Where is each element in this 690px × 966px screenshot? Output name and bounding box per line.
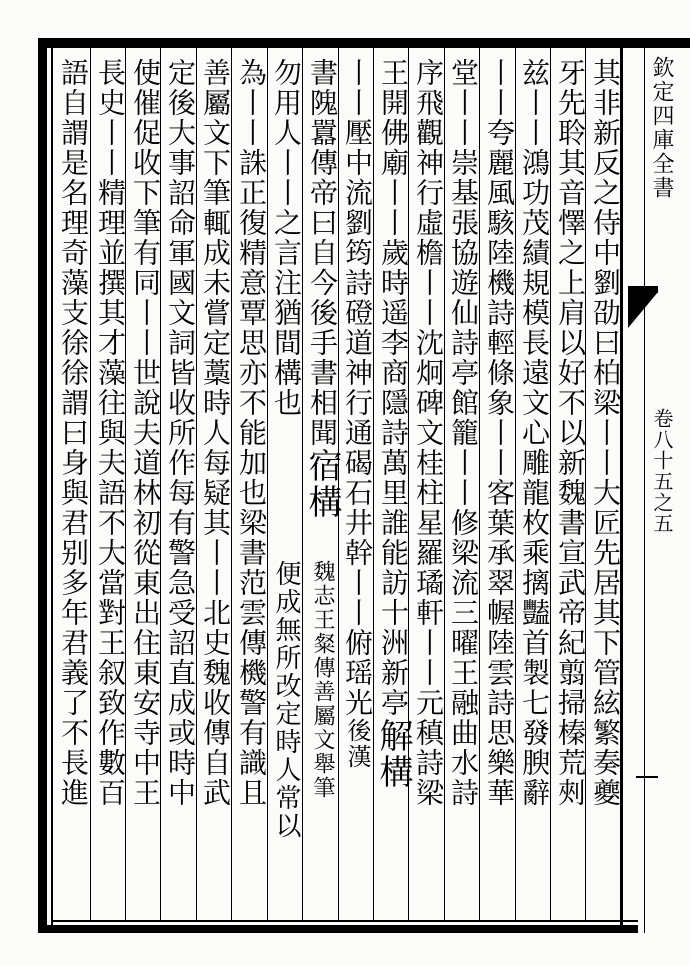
frame-bottom-border bbox=[38, 925, 638, 933]
volume-label: 卷八十五之五 bbox=[650, 408, 674, 534]
column-text: 為丨丨誅正復精意覃思亦不能加也梁書范雲傳機警有識且 bbox=[235, 58, 268, 808]
column-text: 使催促收下筆有同丨丨世說夫道林初從東出住東安寺中王 bbox=[129, 58, 162, 808]
column-text: 兹丨丨鴻功茂績規模長遠文心雕龍枚乘摛豔首製七發腴辭 bbox=[518, 58, 551, 808]
fish-tail-mark bbox=[628, 292, 658, 328]
text-column-16 bbox=[55, 58, 91, 920]
center-fold-line bbox=[644, 48, 645, 933]
column-text: 序飛觀神行虛檐丨丨沈炯碑文桂柱星羅璚軒丨丨元稹詩梁 bbox=[412, 58, 445, 808]
column-text: 定後大事詔命軍國文詞皆收所作每有警急受詔直成或時中 bbox=[164, 58, 197, 808]
column-text: 語自謂是名理奇藻支徐徐謂曰身與君别多年君義了不長進 bbox=[57, 58, 90, 808]
text-column-8 bbox=[339, 58, 375, 920]
column-text: 勿用人丨丨之言注猶間構也 bbox=[270, 58, 303, 418]
text-column-5 bbox=[445, 58, 481, 920]
book-title-column bbox=[648, 56, 678, 204]
text-column-14 bbox=[127, 58, 163, 920]
column-text: 丨丨壓中流劉筠詩磴道神行通碣石井幹丨丨俯瑶光 bbox=[341, 58, 374, 718]
column-text: 善屬文下筆輒成未嘗定藁時人每疑其丨丨北史魏收傳自武 bbox=[199, 58, 232, 808]
column-text: 牙先聆其音懌之上肩以好不以新魏書宣武帝紀翦掃榛荒㓨 bbox=[554, 58, 587, 808]
text-column-1 bbox=[587, 58, 623, 920]
column-text: 長史丨丨精理並撰其才藻往與夫語不大當對王叙致作數百 bbox=[94, 58, 127, 808]
text-column-3 bbox=[516, 58, 552, 920]
entry-note: 魏志王粲傳善屬文舉筆 bbox=[310, 560, 335, 800]
column-text: 書隗囂傳帝曰自今後手書相聞 bbox=[306, 58, 339, 448]
column-text: 丨丨夸麗風駭陸機詩輕條象丨丨客葉承翠幄陸雲詩思樂華 bbox=[483, 58, 516, 808]
column-text: 堂丨丨崇基張協遊仙詩亭館籠丨丨修梁流三曜王融曲水詩 bbox=[447, 58, 480, 808]
text-column-15 bbox=[92, 58, 128, 920]
entry-note-column bbox=[304, 560, 340, 920]
book-title: 欽定四庫全書 bbox=[649, 56, 674, 200]
text-column-13 bbox=[162, 58, 198, 920]
text-column-4 bbox=[481, 58, 517, 920]
entry-tail-column bbox=[268, 560, 304, 920]
text-column-2 bbox=[552, 58, 588, 920]
frame-left-border bbox=[38, 38, 47, 931]
entry-note: 後漢 bbox=[343, 718, 371, 770]
column-text: 王開佛廟丨丨歲時遥李商隱詩萬里誰能訪十洲新亭 bbox=[377, 58, 410, 718]
text-column-6 bbox=[410, 58, 446, 920]
frame-left-inner-border bbox=[51, 48, 53, 927]
volume-label-column bbox=[650, 408, 680, 538]
frame-bottom-inner-border bbox=[51, 920, 638, 922]
text-column-11 bbox=[233, 58, 269, 920]
entry-head: 解構 bbox=[373, 718, 413, 790]
text-column-7 bbox=[375, 58, 411, 920]
text-column-12 bbox=[197, 58, 233, 920]
column-text: 其非新反之侍中劉劭曰柏梁丨丨大匠先居其下管絃繁奏夔 bbox=[589, 58, 622, 808]
margin-tick bbox=[636, 776, 658, 778]
frame-top-border bbox=[38, 38, 690, 48]
entry-tail: 便成無所改定時人常以 bbox=[271, 560, 301, 840]
entry-head: 宿構 bbox=[302, 448, 342, 520]
